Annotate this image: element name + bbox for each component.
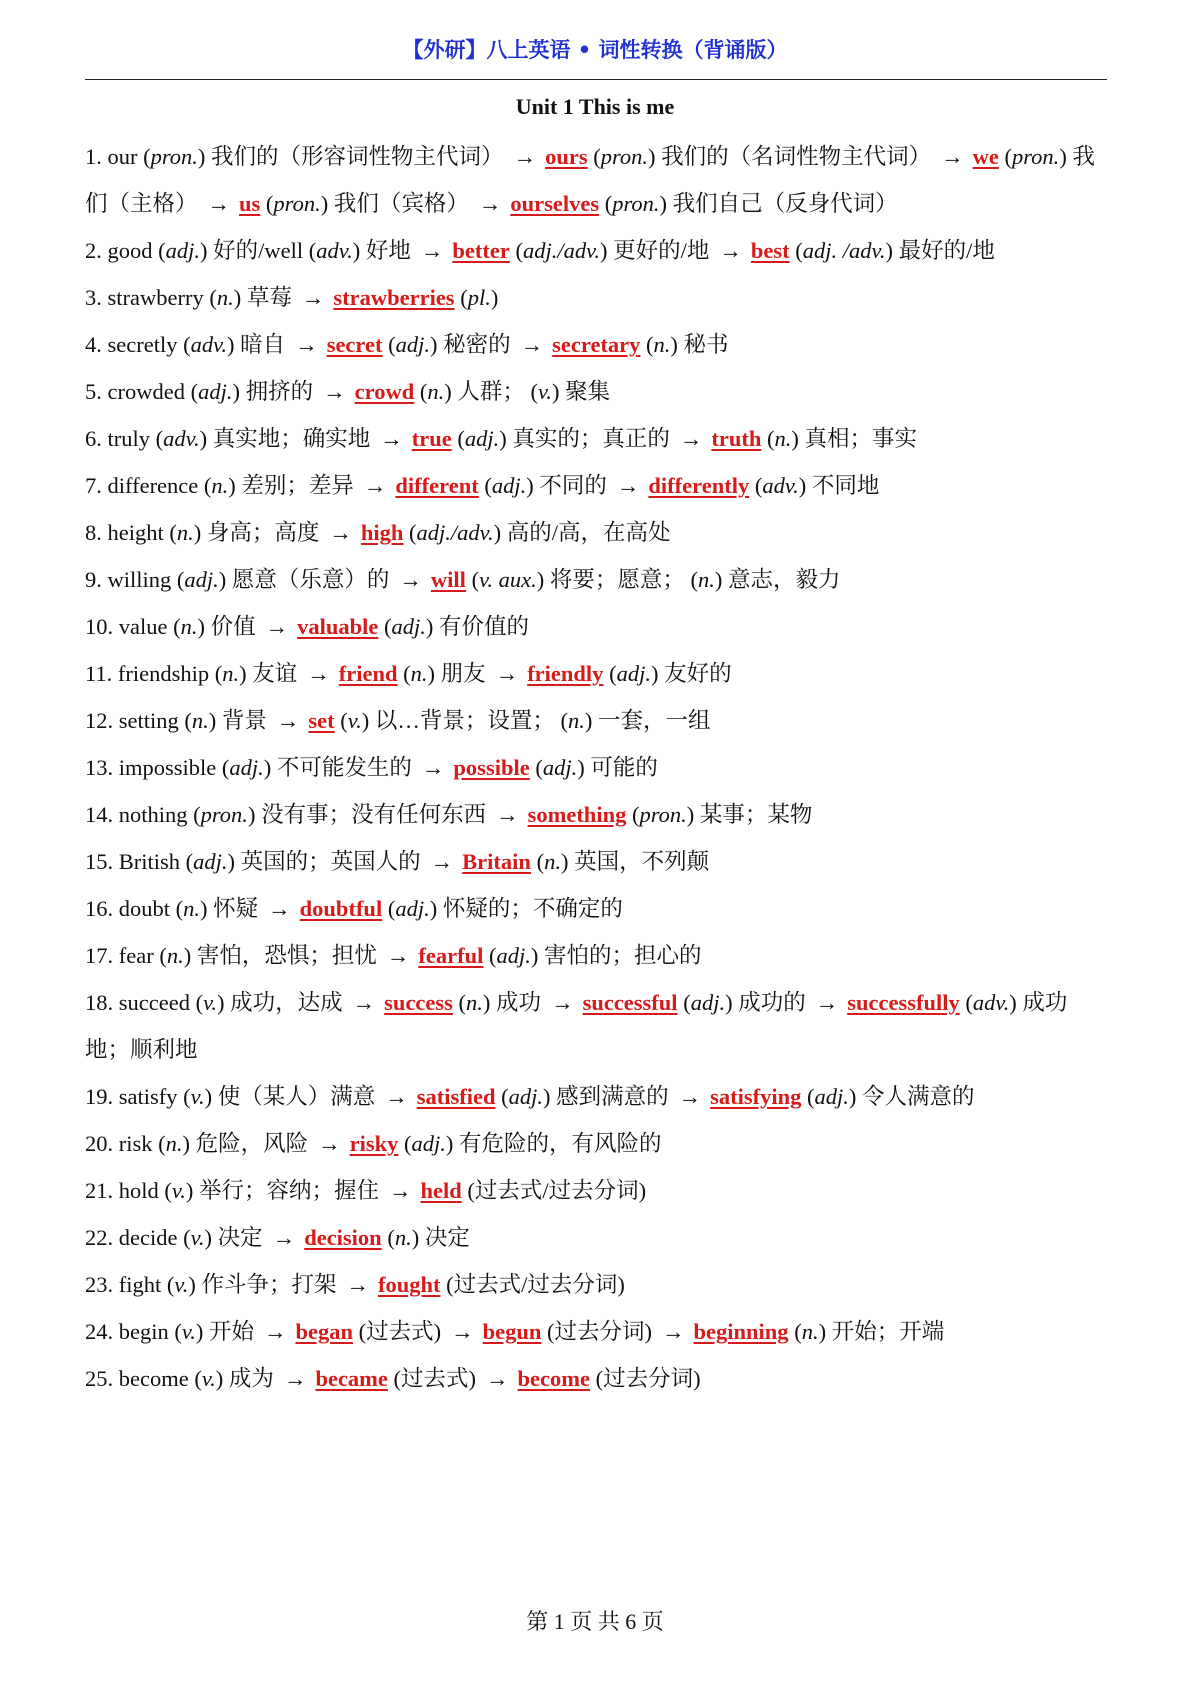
answer-note: (过去式) — [358, 1319, 442, 1344]
answer-word: Britain — [462, 849, 531, 874]
entry-word: impossible — [118, 755, 217, 780]
entry-word: friendship — [117, 661, 210, 686]
answer-gloss: 我们（主格） — [85, 144, 1095, 216]
answer-gloss: 高的/高，在高处 — [506, 520, 671, 545]
arrow-icon: → — [307, 661, 330, 686]
entry-gloss: 作斗争；打架 — [201, 1272, 337, 1297]
entry-row: 21. hold (v.) 举行；容纳；握住 → held (过去式/过去分词) — [85, 1178, 647, 1203]
answer-gloss: 成功 — [496, 990, 542, 1015]
entry-word: strawberry — [107, 285, 204, 310]
entry-row: 13. impossible (adj.) 不可能发生的 → possible (adj.) 可能的 — [85, 755, 658, 780]
entry-gloss: 身高；高度 — [206, 520, 320, 545]
answer-pos: n. — [394, 1225, 412, 1250]
answer-pos: adj. — [690, 990, 726, 1015]
entry-number: 1. — [85, 144, 102, 169]
answer-pos: n. — [544, 849, 561, 874]
entry-gloss: 成为 — [228, 1366, 274, 1391]
answer-gloss: 我们自己（反身代词） — [672, 191, 898, 216]
arrow-icon: → — [551, 990, 574, 1015]
answer-gloss: 感到满意的 — [556, 1084, 669, 1109]
entry-row: 3. strawberry (n.) 草莓 → strawberries (pl.) — [85, 285, 499, 310]
entry-word: fear — [118, 943, 154, 968]
answer-word: held — [420, 1178, 462, 1203]
answer-word: ourselves — [510, 191, 600, 216]
answer-pos-2: v. — [537, 379, 552, 404]
answer-word: successfully — [847, 990, 960, 1015]
answer-gloss: 成功的 — [738, 990, 806, 1015]
document-header-title: 【外研】八上英语 • 词性转换（背诵版） — [402, 38, 788, 62]
arrow-icon: → — [276, 708, 300, 733]
answer-gloss: 成功地；顺利地 — [85, 990, 1068, 1062]
arrow-icon: → — [478, 191, 502, 216]
answer-pos: adj. — [814, 1084, 849, 1109]
answer-word: true — [411, 426, 452, 451]
entry-pos: adj. — [165, 238, 201, 263]
entry-row: 24. begin (v.) 开始 → began (过去式) → begun (过去分词) → beginning (n.) 开始；开端 — [85, 1319, 945, 1344]
answer-gloss: 我们（宾格） — [333, 191, 469, 216]
answer-pos: adj. — [395, 332, 430, 357]
answer-gloss-2: 一套，一组 — [597, 708, 711, 733]
entry-row: 4. secretly (adv.) 暗自 → secret (adj.) 秘密的 → secretary (n.) 秘书 — [85, 332, 729, 357]
answer-word: different — [395, 473, 479, 498]
arrow-icon: → — [380, 426, 403, 451]
entry-number: 25. — [85, 1366, 114, 1391]
entry-row: 25. become (v.) 成为 → became (过去式) → become (过去分词) — [85, 1366, 701, 1391]
arrow-icon: → — [513, 144, 537, 169]
answer-gloss: 友好的 — [664, 661, 732, 686]
entry-gloss: 使（某人）满意 — [217, 1084, 376, 1109]
entry-number: 22. — [85, 1225, 114, 1250]
entry-row: 22. decide (v.) 决定 → decision (n.) 决定 — [85, 1225, 470, 1250]
answer-pos: adj. — [395, 896, 430, 921]
arrow-icon: → — [616, 473, 640, 498]
entry-pos: v. — [201, 1366, 216, 1391]
entry-number: 14. — [85, 802, 114, 827]
entry-word: willing — [107, 567, 172, 592]
answer-pos: adj. /adv. — [802, 238, 886, 263]
entry-row: 5. crowded (adj.) 拥挤的 → crowd (n.) 人群； (v.) 聚集 — [85, 379, 611, 404]
entry-gloss: 价值 — [210, 614, 256, 639]
answer-gloss: 有危险的，有风险的 — [459, 1131, 662, 1156]
entry-row: 12. setting (n.) 背景 → set (v.) 以…背景；设置； (n.) 一套，一组 — [85, 708, 711, 733]
answer-gloss: 开始；开端 — [831, 1319, 945, 1344]
answer-word: friendly — [527, 661, 604, 686]
answer-word: better — [452, 238, 510, 263]
unit-title: Unit 1 This is me — [515, 94, 675, 119]
entry-word: value — [118, 614, 168, 639]
entry-pos: v. — [190, 1084, 205, 1109]
arrow-icon: → — [268, 896, 291, 921]
entry-row: 11. friendship (n.) 友谊 → friend (n.) 朋友 → friendly (adj.) 友好的 — [85, 661, 732, 686]
answer-pos: n. — [801, 1319, 819, 1344]
arrow-icon: → — [265, 614, 289, 639]
entry-number: 12. — [85, 708, 114, 733]
entry-word: difference — [107, 473, 199, 498]
entry-row: 18. succeed (v.) 成功，达成 → success (n.) 成功 → successful (adj.) 成功的 → successfully (adv.) 成功地；顺利地 — [85, 990, 1068, 1062]
entry-gloss: 开始 — [208, 1319, 254, 1344]
arrow-icon: → — [283, 1366, 307, 1391]
arrow-icon: → — [263, 1319, 287, 1344]
answer-pos: n. — [410, 661, 428, 686]
answer-word: became — [315, 1366, 388, 1391]
answer-gloss: 我们的（名词性物主代词） — [661, 144, 932, 169]
entry-number: 9. — [85, 567, 102, 592]
answer-note: (过去分词) — [547, 1319, 653, 1344]
entry-word: our — [107, 144, 138, 169]
arrow-icon: → — [679, 426, 703, 451]
entry-pos: n. — [176, 520, 194, 545]
answer-word: satisfied — [416, 1084, 496, 1109]
answer-word: begun — [482, 1319, 542, 1344]
answer-word: become — [517, 1366, 590, 1391]
entry-pos: n. — [180, 614, 198, 639]
entry-number: 15. — [85, 849, 114, 874]
entry-number: 13. — [85, 755, 114, 780]
page-number-footer: 第 1 页 共 6 页 — [526, 1609, 664, 1634]
answer-pos: adj. — [542, 755, 578, 780]
entry-number: 2. — [85, 238, 102, 263]
arrow-icon: → — [420, 238, 444, 263]
entry-pos: adj. — [193, 849, 228, 874]
answer-pos: n. — [653, 332, 671, 357]
entry-gloss: 害怕，恐惧；担忧 — [196, 943, 377, 968]
answer-gloss: 某事；某物 — [699, 802, 813, 827]
entry-gloss: 愿意（乐意）的 — [231, 567, 390, 592]
entry-extra-pos: adv. — [316, 238, 353, 263]
arrow-icon: → — [329, 520, 352, 545]
answer-note: (过去式) — [393, 1366, 477, 1391]
entry-pos: adv. — [163, 426, 200, 451]
answer-pos: pron. — [612, 191, 660, 216]
answer-pos: adj. — [508, 1084, 543, 1109]
entry-extra-gloss: 好地 — [365, 238, 411, 263]
entry-word: nothing — [118, 802, 188, 827]
answer-word: truth — [711, 426, 762, 451]
entry-pos: n. — [216, 285, 234, 310]
entry-pos: n. — [211, 473, 229, 498]
answer-gloss: 害怕的；担心的 — [543, 943, 702, 968]
entry-pos: v. — [174, 1272, 189, 1297]
answer-pos: adj./adv. — [416, 520, 494, 545]
entry-number: 21. — [85, 1178, 114, 1203]
answer-gloss: 人群； — [457, 379, 525, 404]
answer-pos: adj. — [391, 614, 426, 639]
entry-row: 10. value (n.) 价值 → valuable (adj.) 有价值的 — [85, 614, 530, 639]
answer-pos: adj. — [464, 426, 500, 451]
entry-number: 3. — [85, 285, 102, 310]
arrow-icon: → — [385, 1084, 408, 1109]
entry-pos: n. — [183, 896, 201, 921]
answer-pos: adj. — [491, 473, 527, 498]
arrow-icon: → — [678, 1084, 702, 1109]
answer-pos: adj. — [496, 943, 531, 968]
entry-gloss: 成功，达成 — [230, 990, 343, 1015]
entry-word: hold — [118, 1178, 159, 1203]
entry-pos: v. — [181, 1319, 196, 1344]
entry-number: 17. — [85, 943, 114, 968]
entry-row: 2. good (adj.) 好的/well (adv.) 好地 → better (adj./adv.) 更好的/地 → best (adj. /adv.) 最好的/地 — [85, 238, 995, 263]
entry-pos: v. — [171, 1178, 186, 1203]
entry-pos: pron. — [200, 802, 248, 827]
answer-pos: v. aux. — [479, 567, 537, 592]
entry-word: height — [107, 520, 164, 545]
answer-pos: pron. — [273, 191, 321, 216]
answer-word: began — [295, 1319, 353, 1344]
arrow-icon: → — [207, 191, 231, 216]
entry-row: 15. British (adj.) 英国的；英国人的 → Britain (n.) 英国，不列颠 — [85, 849, 710, 874]
answer-gloss: 以…背景；设置； — [374, 708, 555, 733]
entry-gloss: 好的/well — [213, 238, 304, 263]
entry-number: 24. — [85, 1319, 114, 1344]
answer-word: risky — [349, 1131, 399, 1156]
answer-word: fought — [377, 1272, 441, 1297]
entry-gloss: 拥挤的 — [245, 379, 314, 404]
entry-word: begin — [118, 1319, 169, 1344]
answer-note: (过去分词) — [595, 1366, 701, 1391]
answer-gloss: 朋友 — [440, 661, 486, 686]
entry-gloss: 危险，风险 — [195, 1131, 309, 1156]
answer-gloss: 秘书 — [683, 332, 729, 357]
entry-pos: n. — [166, 943, 184, 968]
entry-gloss: 友谊 — [252, 661, 298, 686]
answer-gloss: 真相；事实 — [804, 426, 917, 451]
answer-note: (过去式/过去分词) — [446, 1272, 625, 1297]
answer-pos: pron. — [639, 802, 687, 827]
arrow-icon: → — [520, 332, 544, 357]
answer-word: beginning — [693, 1319, 789, 1344]
answer-pos: n. — [774, 426, 792, 451]
answer-pos: v. — [347, 708, 362, 733]
answer-pos: adj./adv. — [522, 238, 601, 263]
entry-gloss: 真实地；确实地 — [212, 426, 371, 451]
answer-pos: adj. — [616, 661, 651, 686]
entry-gloss: 我们的（形容词性物主代词） — [211, 144, 504, 169]
entry-row: 16. doubt (n.) 怀疑 → doubtful (adj.) 怀疑的；不确定的 — [85, 896, 623, 921]
answer-word: success — [384, 990, 453, 1015]
answer-word: ours — [545, 144, 588, 169]
arrow-icon: → — [496, 802, 519, 827]
answer-pos: n. — [466, 990, 483, 1015]
arrow-icon: → — [323, 379, 346, 404]
answer-gloss: 英国，不列颠 — [574, 849, 710, 874]
answer-word: secretary — [552, 332, 641, 357]
entry-word: fight — [118, 1272, 162, 1297]
answer-word: valuable — [297, 614, 379, 639]
entry-pos: v. — [190, 1225, 205, 1250]
entry-number: 20. — [85, 1131, 114, 1156]
answer-pos-2: n. — [698, 567, 715, 592]
entry-word: become — [118, 1366, 189, 1391]
arrow-icon: → — [318, 1131, 341, 1156]
entry-word: secretly — [107, 332, 178, 357]
arrow-icon: → — [363, 473, 387, 498]
arrow-icon: → — [430, 849, 454, 874]
arrow-icon: → — [346, 1272, 369, 1297]
arrow-icon: → — [941, 144, 964, 169]
answer-pos: n. — [427, 379, 445, 404]
entry-gloss: 背景 — [221, 708, 267, 733]
answer-pos: pron. — [1012, 144, 1060, 169]
answer-gloss: 最好的/地 — [898, 238, 995, 263]
answer-word: satisfying — [710, 1084, 802, 1109]
entry-pos: n. — [191, 708, 209, 733]
answer-gloss: 可能的 — [590, 755, 658, 780]
answer-gloss: 将要；愿意； — [549, 567, 685, 592]
entry-pos: adv. — [190, 332, 228, 357]
entry-gloss: 举行；容纳；握住 — [198, 1178, 379, 1203]
entry-row: 19. satisfy (v.) 使（某人）满意 → satisfied (adj.) 感到满意的 → satisfying (adj.) 令人满意的 — [85, 1084, 975, 1109]
answer-gloss-2: 聚集 — [565, 379, 611, 404]
entry-gloss: 草莓 — [246, 285, 292, 310]
answer-word: us — [239, 191, 261, 216]
arrow-icon: → — [388, 1178, 412, 1203]
answer-pos: pl. — [467, 285, 491, 310]
answer-word: best — [750, 238, 790, 263]
entry-word: risk — [118, 1131, 153, 1156]
answer-word: we — [972, 144, 999, 169]
entry-pos: pron. — [150, 144, 198, 169]
entry-number: 10. — [85, 614, 114, 639]
entry-word: good — [107, 238, 153, 263]
answer-gloss: 不同地 — [811, 473, 880, 498]
entry-row: 8. height (n.) 身高；高度 → high (adj./adv.) 高的/高，在高处 — [85, 520, 671, 545]
entry-word: setting — [118, 708, 179, 733]
entry-row: 20. risk (n.) 危险，风险 → risky (adj.) 有危险的，有风险的 — [85, 1131, 662, 1156]
entry-gloss: 怀疑 — [213, 896, 259, 921]
entry-number: 18. — [85, 990, 114, 1015]
answer-pos: adv. — [972, 990, 1010, 1015]
entry-pos: adj. — [229, 755, 264, 780]
arrow-icon: → — [399, 567, 422, 592]
entry-gloss: 没有事；没有任何东西 — [261, 802, 487, 827]
entry-gloss: 决定 — [217, 1225, 263, 1250]
entry-number: 8. — [85, 520, 102, 545]
entry-word: decide — [118, 1225, 178, 1250]
entry-word: satisfy — [118, 1084, 178, 1109]
arrow-icon: → — [719, 238, 742, 263]
arrow-icon: → — [421, 755, 445, 780]
entry-gloss: 差别；差异 — [241, 473, 354, 498]
entry-gloss: 英国的；英国人的 — [240, 849, 421, 874]
entry-number: 5. — [85, 379, 102, 404]
arrow-icon: → — [272, 1225, 296, 1250]
entry-word: crowded — [107, 379, 185, 404]
answer-gloss: 令人满意的 — [862, 1084, 975, 1109]
arrow-icon: → — [495, 661, 519, 686]
entry-row: 7. difference (n.) 差别；差异 → different (adj.) 不同的 → differently (adv.) 不同地 — [85, 473, 880, 498]
answer-gloss: 真实的；真正的 — [512, 426, 670, 451]
answer-word: possible — [453, 755, 530, 780]
answer-word: friend — [338, 661, 398, 686]
entry-word: truly — [107, 426, 150, 451]
entry-word: doubt — [118, 896, 171, 921]
entry-number: 16. — [85, 896, 114, 921]
answer-gloss: 决定 — [424, 1225, 470, 1250]
answer-word: something — [527, 802, 627, 827]
answer-word: secret — [326, 332, 383, 357]
entry-pos: n. — [165, 1131, 183, 1156]
answer-word: doubtful — [299, 896, 383, 921]
entry-number: 11. — [85, 661, 113, 686]
entry-row: 6. truly (adv.) 真实地；确实地 → true (adj.) 真实的；真正的 → truth (n.) 真相；事实 — [85, 426, 917, 451]
entry-word: British — [118, 849, 181, 874]
entry-number: 23. — [85, 1272, 114, 1297]
answer-word: decision — [304, 1225, 382, 1250]
vocabulary-list — [85, 133, 1107, 1402]
entry-row: 14. nothing (pron.) 没有事；没有任何东西 → something (pron.) 某事；某物 — [85, 802, 813, 827]
answer-gloss: 不同的 — [539, 473, 607, 498]
entry-pos: adj. — [184, 567, 219, 592]
answer-word: successful — [582, 990, 678, 1015]
entry-row: 1. our (pron.) 我们的（形容词性物主代词） → ours (pron.) 我们的（名词性物主代词） → we (pron.) 我们（主格） → us (pron.) 我们（宾格） → ourselves (pron.) 我们自己（反身代词） — [85, 144, 1095, 216]
answer-word: strawberries — [333, 285, 455, 310]
arrow-icon: → — [352, 990, 376, 1015]
answer-gloss: 有价值的 — [439, 614, 530, 639]
answer-word: fearful — [418, 943, 484, 968]
answer-pos-2: n. — [567, 708, 585, 733]
entry-pos: n. — [222, 661, 240, 686]
answer-pos: adv. — [762, 473, 799, 498]
entry-gloss: 不可能发生的 — [276, 755, 412, 780]
answer-pos: pron. — [600, 144, 648, 169]
answer-gloss-2: 意志，毅力 — [728, 567, 841, 592]
entry-row: 17. fear (n.) 害怕，恐惧；担忧 → fearful (adj.) 害怕的；担心的 — [85, 943, 702, 968]
entry-row: 23. fight (v.) 作斗争；打架 → fought (过去式/过去分词) — [85, 1272, 625, 1297]
arrow-icon: → — [295, 332, 318, 357]
arrow-icon: → — [451, 1319, 474, 1344]
answer-word: high — [360, 520, 404, 545]
arrow-icon: → — [486, 1366, 509, 1391]
entry-pos: adj. — [198, 379, 233, 404]
arrow-icon: → — [301, 285, 325, 310]
entry-number: 6. — [85, 426, 102, 451]
answer-word: will — [430, 567, 466, 592]
header-divider — [85, 79, 1107, 80]
answer-gloss: 更好的/地 — [613, 238, 710, 263]
entry-pos: v. — [203, 990, 218, 1015]
entry-gloss: 暗自 — [240, 332, 286, 357]
arrow-icon: → — [386, 943, 410, 968]
answer-gloss: 秘密的 — [443, 332, 511, 357]
answer-word: set — [308, 708, 335, 733]
answer-pos: adj. — [411, 1131, 446, 1156]
entry-number: 7. — [85, 473, 102, 498]
answer-note: (过去式/过去分词) — [467, 1178, 647, 1203]
entry-row: 9. willing (adj.) 愿意（乐意）的 → will (v. aux.) 将要；愿意； (n.) 意志，毅力 — [85, 567, 841, 592]
answer-word: crowd — [354, 379, 415, 404]
entry-word: succeed — [118, 990, 190, 1015]
entry-number: 19. — [85, 1084, 114, 1109]
answer-word: differently — [648, 473, 750, 498]
arrow-icon: → — [815, 990, 839, 1015]
answer-gloss: 怀疑的；不确定的 — [442, 896, 623, 921]
arrow-icon: → — [662, 1319, 685, 1344]
entry-number: 4. — [85, 332, 102, 357]
